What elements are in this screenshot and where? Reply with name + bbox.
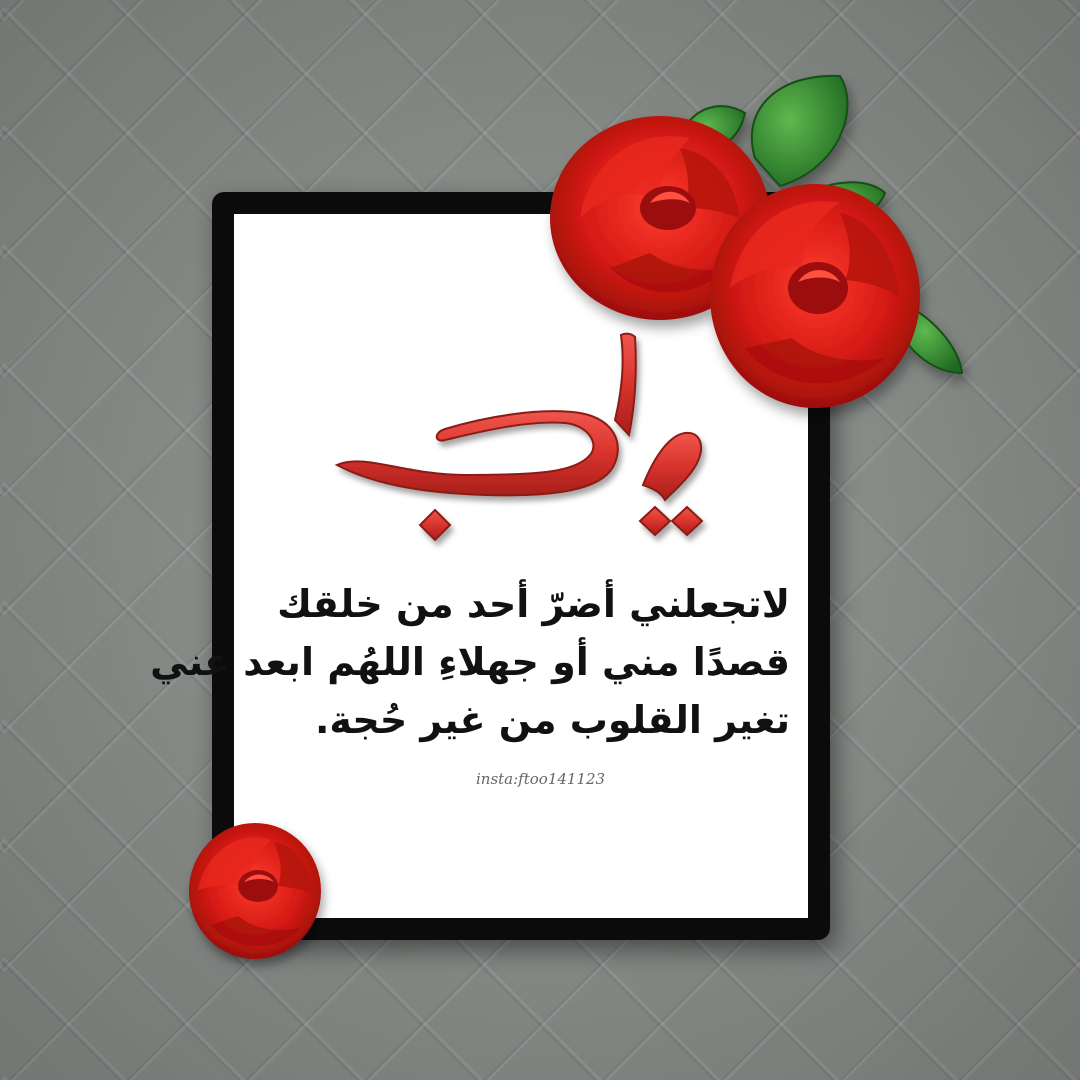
rose-cluster-art — [540, 68, 970, 428]
verse-line-3: تغير القلوب من غير حُجة. — [314, 698, 790, 742]
leaf-top — [752, 76, 848, 186]
verse-line-2: قصدًا مني أو جهلاءِ اللهُم ابعد عني — [150, 640, 790, 684]
rose-small-art — [186, 820, 324, 962]
verse-block — [150, 575, 790, 749]
rose-2 — [710, 184, 920, 408]
instagram-watermark: insta:ftoo141123 — [476, 770, 606, 788]
verse-line-1: لاتجعلني أضرّ أحد من خلقك — [277, 582, 790, 626]
rose-cluster-top-right — [540, 68, 970, 428]
rose-bottom-left — [186, 820, 324, 962]
